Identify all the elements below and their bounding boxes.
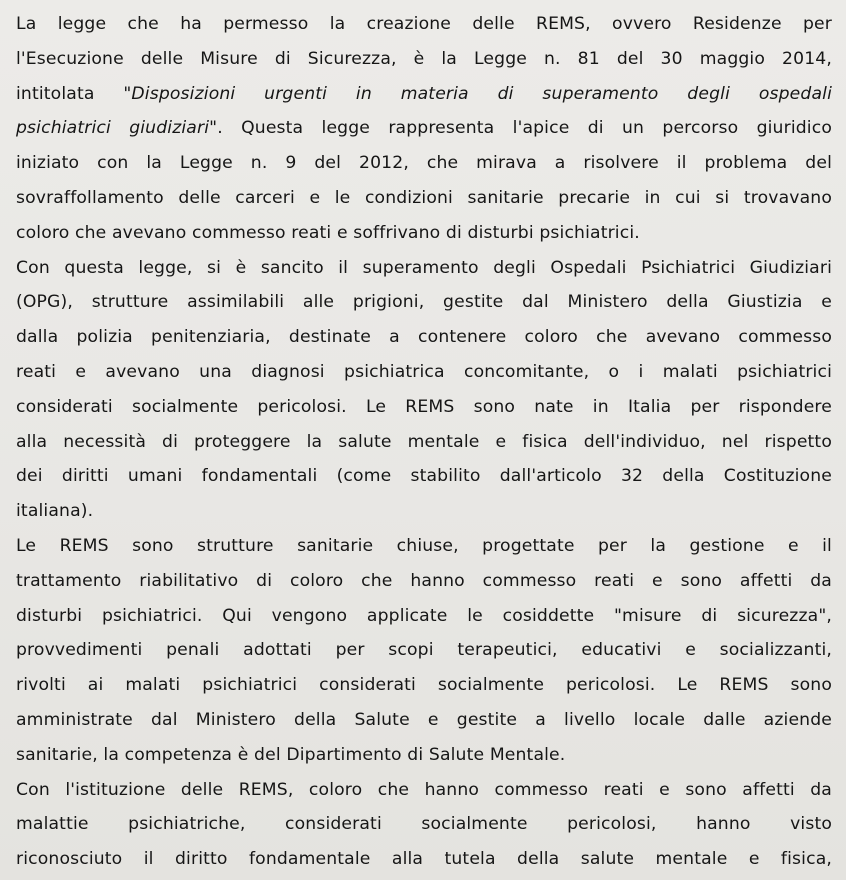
text-line: [16, 42, 832, 77]
text-segment: malattie psichiatriche, considerati socialmente pericolosi, hanno visto: [16, 814, 832, 835]
paragraph-2: [16, 251, 832, 529]
text-line: [16, 390, 832, 425]
text-line: [16, 842, 832, 877]
text-line: [16, 285, 832, 320]
text-segment: considerati socialmente pericolosi. Le REMS sono nate in Italia per rispondere: [16, 396, 832, 417]
text-segment: Le REMS sono strutture sanitarie chiuse, progettate per la gestione e il: [16, 535, 832, 556]
text-segment: l'Esecuzione delle Misure di Sicurezza, è la Legge n. 81 del 30 maggio 2014,: [16, 48, 832, 69]
text-line: [16, 459, 832, 494]
text-line: [16, 633, 832, 668]
text-segment: Con questa legge, si è sancito il superamento degli Ospedali Psichiatrici Giudiziari: [16, 257, 832, 278]
text-line: [16, 807, 832, 842]
text-line: [16, 425, 832, 460]
text-segment: trattamento riabilitativo di coloro che hanno commesso reati e sono affetti da: [16, 570, 832, 591]
text-line: [16, 77, 832, 112]
text-line: [16, 529, 832, 564]
text-line: [16, 355, 832, 390]
text-line: [16, 599, 832, 634]
text-segment: coloro che avevano commesso reati e soffrivano di disturbi psichiatrici.: [16, 222, 640, 243]
text-line: [16, 703, 832, 738]
text-segment: dalla polizia penitenziaria, destinate a contenere coloro che avevano commesso: [16, 327, 832, 348]
text-segment: reati e avevano una diagnosi psichiatrica concomitante, o i malati psichiatrici: [16, 361, 832, 382]
paragraph-1: [16, 7, 832, 251]
text-segment: riconosciuto il diritto fondamentale alla tutela della salute mentale e fisica,: [16, 849, 832, 870]
text-line: [16, 320, 832, 355]
text-line: [16, 773, 832, 808]
text-line: [16, 181, 832, 216]
text-segment: disturbi psichiatrici. Qui vengono applicate le cosiddette "misure di sicurezza",: [16, 605, 832, 626]
paragraph-3: [16, 529, 832, 773]
text-segment: sovraffollamento delle carceri e le condizioni sanitarie precarie in cui si trovavano: [16, 187, 832, 208]
text-segment: Con l'istituzione delle REMS, coloro che hanno commesso reati e sono affetti da: [16, 779, 832, 800]
text-segment: iniziato con la Legge n. 9 del 2012, che mirava a risolvere il problema del: [16, 153, 832, 174]
text-segment: rivolti ai malati psichiatrici considerati socialmente pericolosi. Le REMS sono: [16, 675, 832, 696]
text-segment: ". Questa legge rappresenta l'apice di un percorso giuridico: [209, 118, 832, 139]
text-segment: (OPG), strutture assimilabili alle prigioni, gestite dal Ministero della Giustizia e: [16, 292, 832, 313]
italic-text-segment: Disposizioni urgenti in materia di superamento degli ospedali: [131, 83, 832, 104]
text-line: [16, 111, 832, 146]
text-segment: intitolata ": [16, 83, 132, 104]
text-segment: provvedimenti penali adottati per scopi terapeutici, educativi e socializzanti,: [16, 640, 832, 661]
text-line: [16, 216, 832, 251]
text-segment: dei diritti umani fondamentali (come stabilito dall'articolo 32 della Costituzione: [16, 466, 832, 487]
text-segment: italiana).: [16, 501, 94, 522]
text-line: [16, 146, 832, 181]
text-segment: sanitarie, la competenza è del Dipartimento di Salute Mentale.: [16, 744, 566, 765]
text-line: [16, 668, 832, 703]
italic-text-segment: psichiatrici giudiziari: [16, 118, 210, 139]
text-segment: alla necessità di proteggere la salute mentale e fisica dell'individuo, nel rispetto: [16, 431, 832, 452]
text-line: [16, 738, 832, 773]
text-line: [16, 564, 832, 599]
text-line: [16, 7, 832, 42]
text-line: [16, 251, 832, 286]
text-line: [16, 494, 832, 529]
paragraph-4: [16, 773, 832, 877]
text-segment: amministrate dal Ministero della Salute e gestite a livello locale dalle aziende: [16, 709, 832, 730]
text-segment: La legge che ha permesso la creazione delle REMS, ovvero Residenze per: [16, 14, 832, 34]
